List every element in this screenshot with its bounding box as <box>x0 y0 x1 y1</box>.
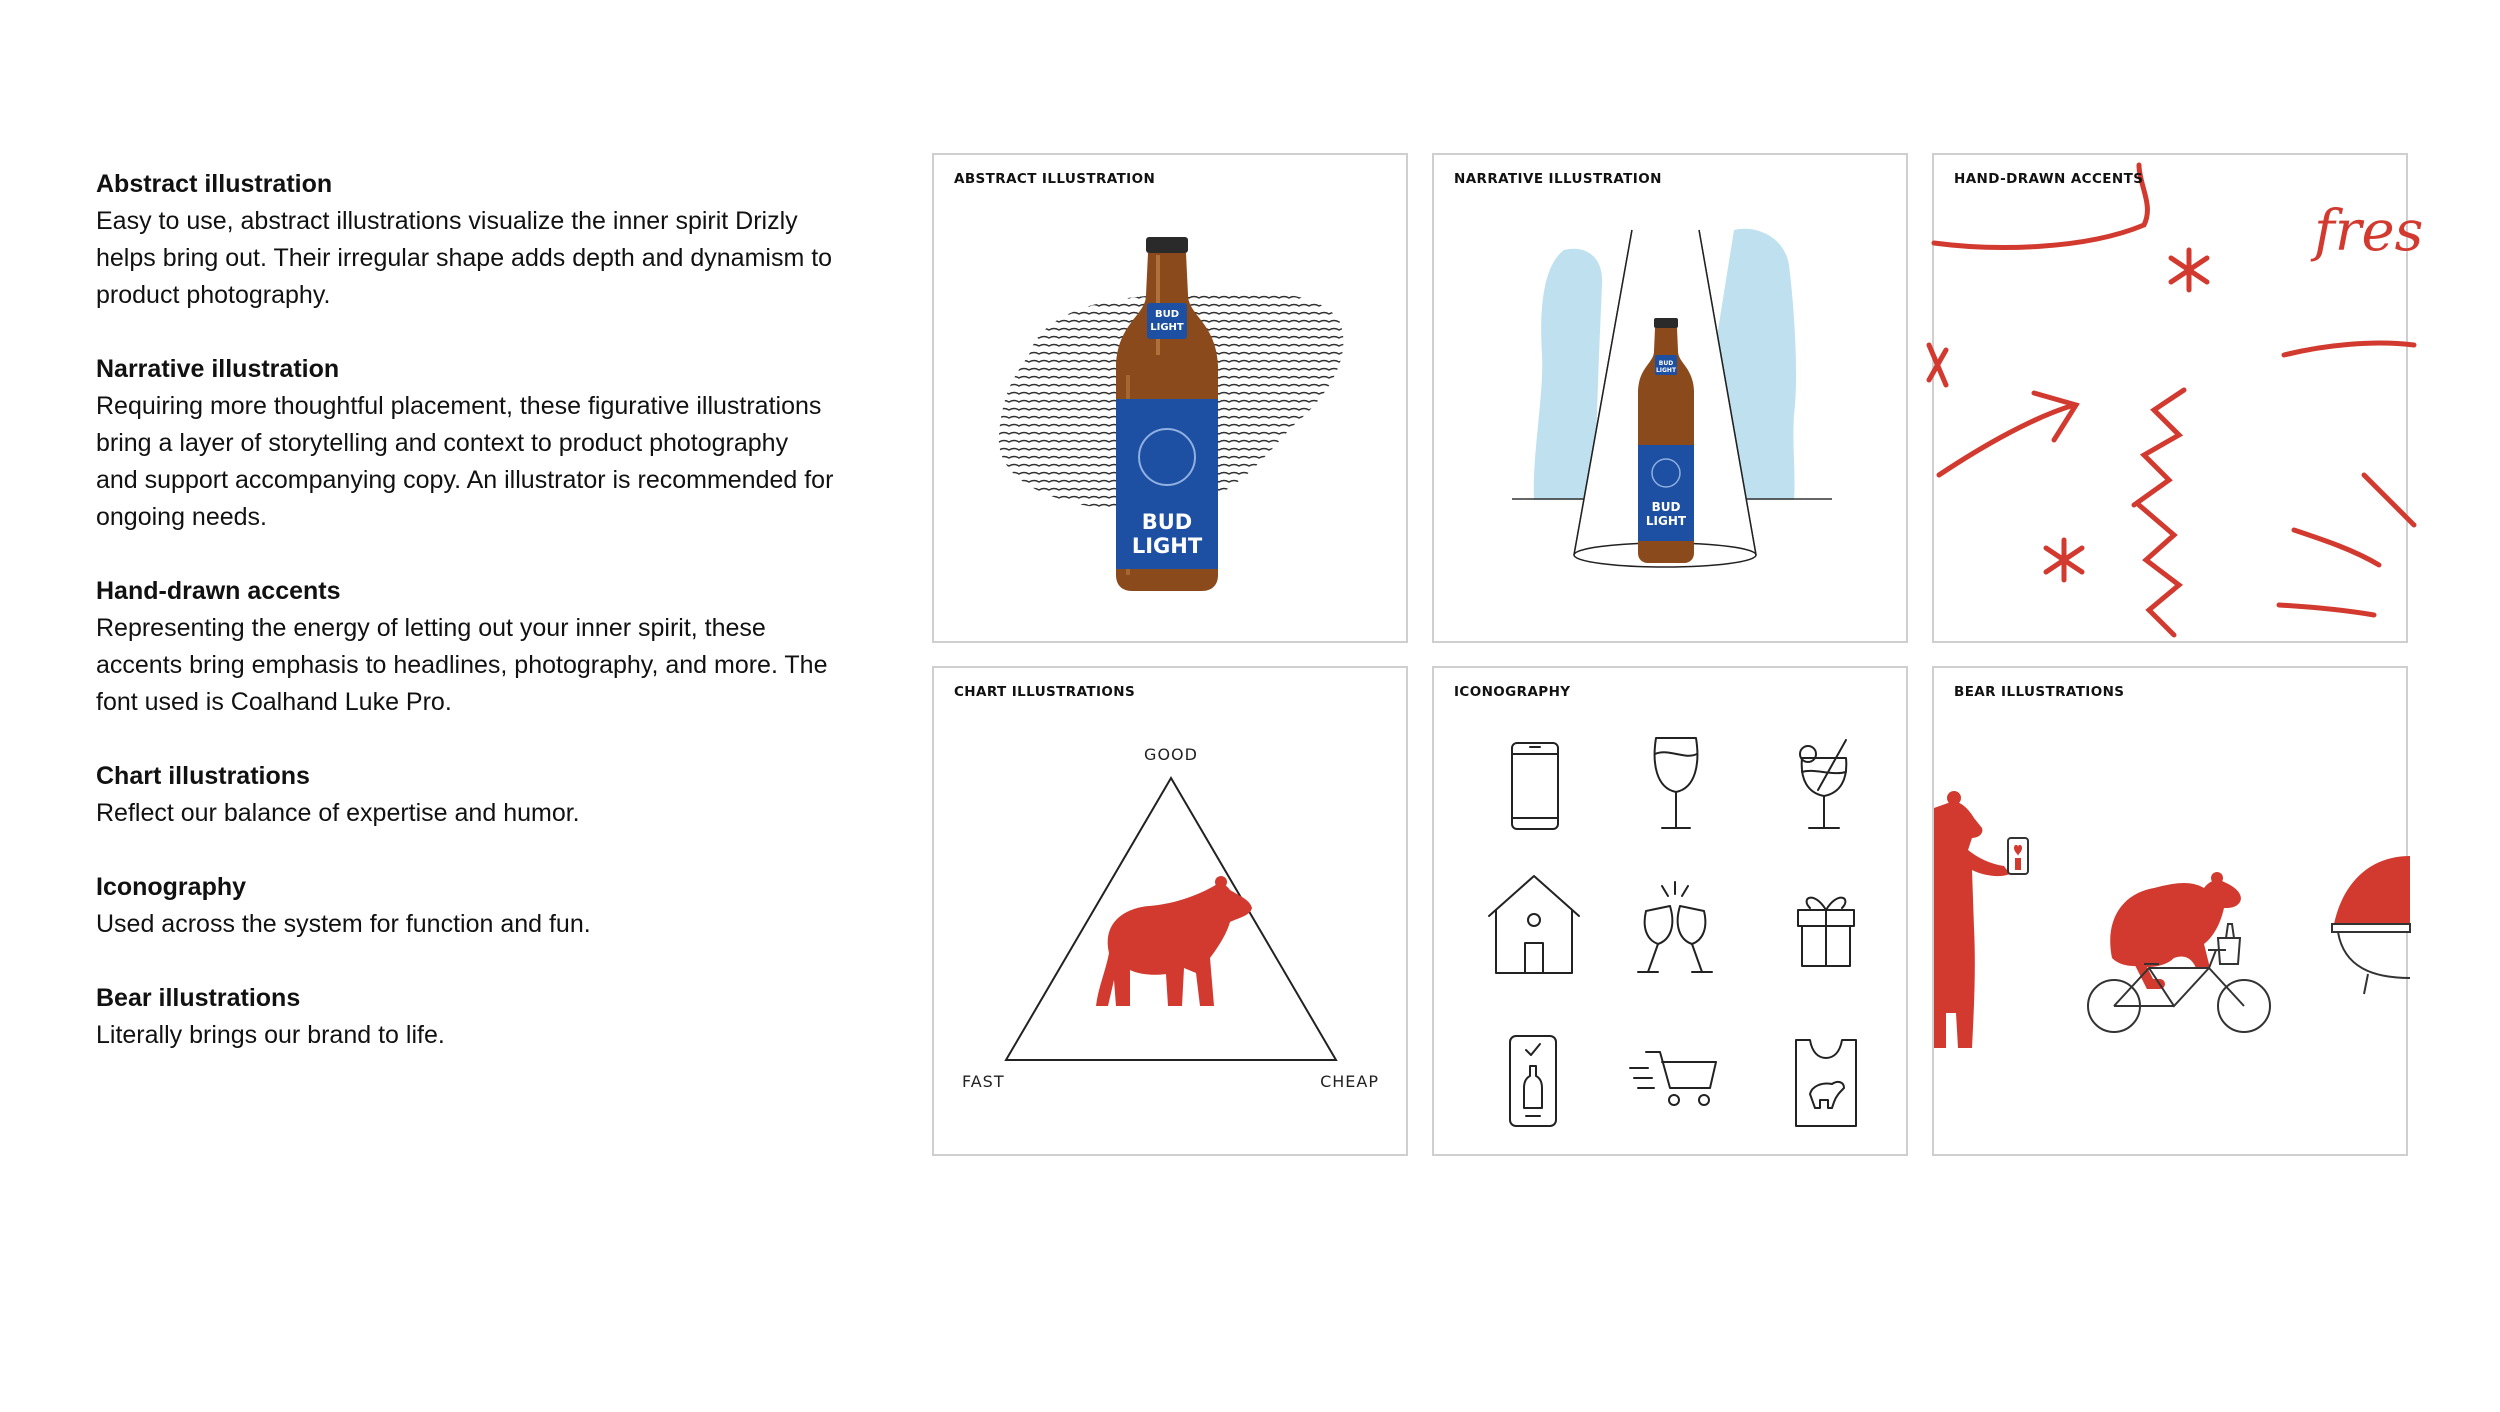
gift-icon <box>1798 898 1854 966</box>
phone-bottle-icon <box>1510 1036 1556 1126</box>
panel-label: ABSTRACT ILLUSTRATION <box>954 171 1156 187</box>
chart-illustration-art <box>934 668 1410 1158</box>
svg-text:BUD: BUD <box>1154 309 1180 320</box>
chart-top-label: GOOD <box>1144 745 1198 764</box>
svg-text:LIGHT: LIGHT <box>1645 514 1687 528</box>
bicycle-bear <box>2088 872 2270 1032</box>
bottle-image <box>1116 237 1218 591</box>
panel-label: ICONOGRAPHY <box>1454 684 1571 700</box>
chart-left-label: FAST <box>962 1072 1005 1091</box>
description-item <box>96 758 836 832</box>
description-item <box>96 869 836 943</box>
svg-text:LIGHT: LIGHT <box>1655 367 1677 374</box>
svg-text:BUD: BUD <box>1651 500 1681 514</box>
description-body: Reflect our balance of expertise and humor. <box>96 799 580 827</box>
panel-chart-illustrations <box>932 666 1408 1156</box>
panel-narrative-illustration <box>1432 153 1908 643</box>
description-title: Abstract illustration <box>96 170 333 198</box>
standing-bear <box>1934 791 2010 1048</box>
accent-asterisk <box>2046 540 2082 580</box>
abstract-illustration-art <box>934 155 1410 645</box>
description-body: Representing the energy of letting out your inner spirit, these accents bring emphasis to headlines, photography, and more. The font used is Coalhand Luke Pro. <box>96 614 828 716</box>
description-body: Used across the system for function and fun. <box>96 910 591 938</box>
description-item <box>96 166 836 314</box>
accent-zigzag-lower <box>2139 505 2179 635</box>
description-title: Chart illustrations <box>96 762 310 790</box>
panel-label: CHART ILLUSTRATIONS <box>954 684 1136 700</box>
description-title: Hand-drawn accents <box>96 577 341 605</box>
description-body: Requiring more thoughtful placement, these figurative illustrations bring a layer of storytelling and context to product photography and support accompanying copy. An illustrator is recommended for ongoing needs. <box>96 392 834 531</box>
panel-abstract-illustration <box>932 153 1408 643</box>
panel-hand-drawn-accents <box>1932 153 2424 643</box>
panel-iconography <box>1432 666 1908 1156</box>
description-body: Easy to use, abstract illustrations visualize the inner spirit Drizly helps bring out. Their irregular shape adds depth and dynamism to product photography. <box>96 207 833 309</box>
accent-asterisk <box>2171 250 2207 290</box>
chart-right-label: CHEAP <box>1320 1072 1379 1091</box>
description-title: Iconography <box>96 873 247 901</box>
accent-zigzag-upper <box>2134 390 2184 505</box>
shopping-cart-icon <box>1630 1052 1716 1105</box>
house-icon <box>1489 876 1579 973</box>
tote-bag-icon <box>1796 1040 1856 1126</box>
description-title: Bear illustrations <box>96 984 301 1012</box>
description-item <box>96 573 836 721</box>
bear-silhouette <box>1096 876 1252 1006</box>
accent-x <box>1929 345 1946 385</box>
narrative-illustration-art <box>1434 155 1910 645</box>
description-title: Narrative illustration <box>96 355 340 383</box>
panel-label: NARRATIVE ILLUSTRATION <box>1454 171 1662 187</box>
iconography-grid <box>1434 668 1910 1158</box>
description-body: Literally brings our brand to life. <box>96 1021 445 1049</box>
grill-icon <box>2332 856 2410 994</box>
svg-text:BUD: BUD <box>1658 360 1674 367</box>
description-item <box>96 351 836 536</box>
cocktail-icon <box>1800 740 1846 828</box>
panel-bear-illustrations <box>1932 666 2408 1156</box>
description-item <box>96 980 836 1054</box>
accent-dash <box>2279 605 2374 615</box>
hand-drawn-accents-art <box>1934 155 2424 645</box>
description-list <box>96 166 836 1091</box>
svg-text:LIGHT: LIGHT <box>1131 534 1203 558</box>
panel-label: BEAR ILLUSTRATIONS <box>1954 684 2125 700</box>
phone-icon <box>2008 838 2028 874</box>
accent-swoosh-right <box>2284 343 2414 355</box>
panel-label: HAND-DRAWN ACCENTS <box>1954 171 2144 187</box>
wine-glass-icon <box>1655 738 1698 828</box>
svg-text:LIGHT: LIGHT <box>1150 322 1184 333</box>
beer-can-icon <box>1512 743 1558 829</box>
svg-text:BUD: BUD <box>1141 510 1193 534</box>
script-word: fres <box>2314 199 2424 264</box>
bear-illustrations-art <box>1934 668 2410 1158</box>
cheers-icon <box>1638 882 1712 972</box>
accent-dash <box>2294 530 2379 565</box>
accent-dash <box>2364 475 2414 525</box>
